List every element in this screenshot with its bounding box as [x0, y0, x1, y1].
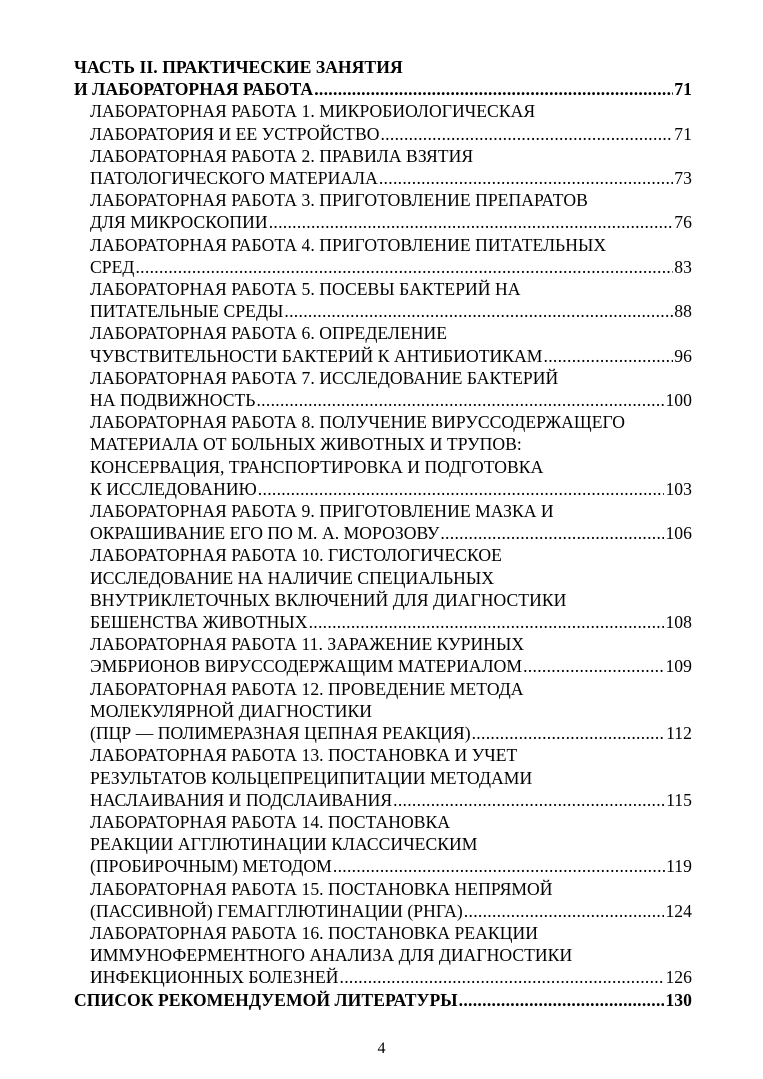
toc-entry-last-line — [90, 345, 692, 367]
toc-entry[interactable] — [74, 100, 692, 144]
toc-entry-last-line — [90, 300, 692, 322]
toc-entry-title-end: СПИСОК РЕКОМЕНДУЕМОЙ ЛИТЕРАТУРЫ — [74, 989, 458, 1010]
toc-entry-title-end: ЧУВСТВИТЕЛЬНОСТИ БАКТЕРИЙ К АНТИБИОТИКАМ — [90, 345, 543, 366]
toc-entry-title-end: ДЛЯ МИКРОСКОПИИ — [90, 212, 268, 233]
toc-entry-last-line — [90, 789, 692, 811]
toc-entry-last-line — [90, 655, 692, 677]
toc-entry-last-line — [90, 389, 692, 411]
toc-entry-title-end: (ПЦР — ПОЛИМЕРАЗНАЯ ЦЕПНАЯ РЕАКЦИЯ) — [90, 723, 471, 744]
toc-page-number: 71 — [674, 79, 692, 100]
dot-leader — [314, 78, 673, 100]
toc-entry-last-line — [90, 855, 692, 877]
toc-entry-line: ЛАБОРАТОРНАЯ РАБОТА 7. ИССЛЕДОВАНИЕ БАКТЕРИЙ — [90, 367, 559, 388]
toc-entry[interactable] — [74, 234, 692, 278]
toc-entry-title-end: ПИТАТЕЛЬНЫЕ СРЕДЫ — [90, 301, 284, 322]
toc-entry-title-end: БЕШЕНСТВА ЖИВОТНЫХ — [90, 612, 308, 633]
toc-entry-last-line — [90, 966, 692, 988]
toc-entry[interactable] — [74, 878, 692, 922]
toc-entry[interactable] — [74, 633, 692, 677]
dot-leader — [544, 345, 674, 367]
dot-leader — [472, 722, 666, 744]
toc-entry[interactable] — [74, 145, 692, 189]
toc-entry-line: ЛАБОРАТОРНАЯ РАБОТА 5. ПОСЕВЫ БАКТЕРИЙ НА — [90, 279, 521, 300]
toc-page-number: 103 — [665, 478, 692, 499]
toc-entry-line: ЛАБОРАТОРНАЯ РАБОТА 8. ПОЛУЧЕНИЕ ВИРУССОДЕРЖАЩЕГО — [90, 412, 626, 433]
toc-entry-line: КОНСЕРВАЦИЯ, ТРАНСПОРТИРОВКА И ПОДГОТОВКА — [90, 456, 544, 477]
toc-entry[interactable] — [74, 189, 692, 233]
toc-entry-last-line — [90, 522, 692, 544]
dot-leader — [135, 256, 673, 278]
toc-entry-line: ЛАБОРАТОРНАЯ РАБОТА 13. ПОСТАНОВКА И УЧЕТ — [90, 745, 518, 766]
toc-entry-last-line — [90, 123, 692, 145]
toc-entry-line: ЛАБОРАТОРНАЯ РАБОТА 10. ГИСТОЛОГИЧЕСКОЕ — [90, 545, 502, 566]
toc-entry-last-line — [90, 211, 692, 233]
toc-page-number: 100 — [665, 390, 692, 411]
dot-leader — [269, 211, 674, 233]
toc-entry-last-line — [74, 989, 692, 1011]
dot-leader — [309, 611, 665, 633]
toc-entry-line: ЛАБОРАТОРНАЯ РАБОТА 6. ОПРЕДЕЛЕНИЕ — [90, 323, 448, 344]
toc-entry-line: ИССЛЕДОВАНИЕ НА НАЛИЧИЕ СПЕЦИАЛЬНЫХ — [90, 567, 494, 588]
toc-entry-last-line — [90, 611, 692, 633]
toc-page-number: 88 — [674, 301, 692, 322]
toc-entry[interactable] — [74, 744, 692, 811]
toc-entry-line: ЧАСТЬ II. ПРАКТИЧЕСКИЕ ЗАНЯТИЯ — [74, 57, 403, 77]
toc-entry-last-line — [74, 78, 692, 100]
toc-entry-line: МОЛЕКУЛЯРНОЙ ДИАГНОСТИКИ — [90, 700, 373, 721]
toc-entry[interactable] — [74, 500, 692, 544]
toc-entry-last-line — [90, 478, 692, 500]
toc-entry-line: ЛАБОРАТОРНАЯ РАБОТА 16. ПОСТАНОВКА РЕАКЦИИ — [90, 922, 538, 943]
toc-entry-title-end: И ЛАБОРАТОРНАЯ РАБОТА — [74, 79, 314, 100]
toc-page-number: 119 — [666, 856, 692, 877]
toc-entry[interactable] — [74, 811, 692, 878]
dot-leader — [340, 966, 665, 988]
toc-page-number: 126 — [665, 967, 692, 988]
toc-entry-line: РЕЗУЛЬТАТОВ КОЛЬЦЕПРЕЦИПИТАЦИИ МЕТОДАМИ — [90, 767, 533, 788]
toc-entry[interactable] — [74, 411, 692, 500]
table-of-contents — [74, 56, 692, 1011]
toc-entry[interactable] — [74, 922, 692, 989]
toc-entry[interactable] — [74, 278, 692, 322]
dot-leader — [440, 522, 664, 544]
toc-page-number: 109 — [665, 656, 692, 677]
toc-entry-title-end: НА ПОДВИЖНОСТЬ — [90, 390, 256, 411]
toc-entry-line: ЛАБОРАТОРНАЯ РАБОТА 11. ЗАРАЖЕНИЕ КУРИНЫХ — [90, 634, 525, 655]
toc-entry-title-end: ЛАБОРАТОРИЯ И ЕЕ УСТРОЙСТВО — [90, 123, 380, 144]
toc-entry-title-end: СРЕД — [90, 256, 135, 277]
toc-page-number: 115 — [666, 789, 692, 810]
toc-entry-title-end: ПАТОЛОГИЧЕСКОГО МАТЕРИАЛА — [90, 168, 378, 189]
toc-entry[interactable] — [74, 678, 692, 745]
toc-entry-line: ЛАБОРАТОРНАЯ РАБОТА 1. МИКРОБИОЛОГИЧЕСКАЯ — [90, 101, 536, 122]
page-number: 4 — [377, 1040, 386, 1057]
toc-entry-last-line — [90, 722, 692, 744]
toc-entry[interactable] — [74, 544, 692, 633]
toc-entry-line: ЛАБОРАТОРНАЯ РАБОТА 12. ПРОВЕДЕНИЕ МЕТОДА — [90, 678, 524, 699]
toc-page-number: 124 — [665, 900, 692, 921]
toc-page-number: 71 — [674, 123, 692, 144]
dot-leader — [284, 300, 673, 322]
toc-references[interactable] — [74, 989, 692, 1011]
dot-leader — [380, 123, 673, 145]
dot-leader — [256, 389, 664, 411]
toc-entry-title-end: НАСЛАИВАНИЯ И ПОДСЛАИВАНИЯ — [90, 789, 393, 810]
toc-entry-line: ЛАБОРАТОРНАЯ РАБОТА 2. ПРАВИЛА ВЗЯТИЯ — [90, 145, 474, 166]
toc-page-number: 83 — [674, 256, 692, 277]
toc-entry-last-line — [90, 256, 692, 278]
toc-page-number: 108 — [665, 612, 692, 633]
toc-page-number: 112 — [666, 723, 692, 744]
toc-page-number: 106 — [665, 523, 692, 544]
toc-entry-line: ВНУТРИКЛЕТОЧНЫХ ВКЛЮЧЕНИЙ ДЛЯ ДИАГНОСТИКИ — [90, 589, 567, 610]
toc-entry-title-end: ЭМБРИОНОВ ВИРУССОДЕРЖАЩИМ МАТЕРИАЛОМ — [90, 656, 523, 677]
toc-entry[interactable] — [74, 322, 692, 366]
toc-entry-title-end: (ПРОБИРОЧНЫМ) МЕТОДОМ — [90, 856, 332, 877]
dot-leader — [379, 167, 673, 189]
toc-part-heading[interactable] — [74, 56, 692, 100]
toc-page-number: 76 — [674, 212, 692, 233]
toc-entry-line: МАТЕРИАЛА ОТ БОЛЬНЫХ ЖИВОТНЫХ И ТРУПОВ: — [90, 434, 522, 455]
toc-entry-line: ИММУНОФЕРМЕНТНОГО АНАЛИЗА ДЛЯ ДИАГНОСТИКИ — [90, 945, 573, 966]
toc-entry-title-end: ОКРАШИВАНИЕ ЕГО ПО М. А. МОРОЗОВУ — [90, 523, 440, 544]
toc-entry-line: РЕАКЦИИ АГГЛЮТИНАЦИИ КЛАССИЧЕСКИМ — [90, 834, 478, 855]
toc-entry-title-end: (ПАССИВНОЙ) ГЕМАГГЛЮТИНАЦИИ (РНГА) — [90, 900, 463, 921]
toc-page-number: 73 — [674, 168, 692, 189]
toc-page-number: 96 — [674, 345, 692, 366]
dot-leader — [258, 478, 665, 500]
toc-entry-last-line — [90, 900, 692, 922]
dot-leader — [393, 789, 665, 811]
toc-entries — [74, 100, 692, 988]
toc-entry-line: ЛАБОРАТОРНАЯ РАБОТА 3. ПРИГОТОВЛЕНИЕ ПРЕПАРАТОВ — [90, 190, 588, 211]
dot-leader — [523, 655, 664, 677]
toc-entry-title-end: ИНФЕКЦИОННЫХ БОЛЕЗНЕЙ — [90, 967, 339, 988]
toc-entry-line: ЛАБОРАТОРНАЯ РАБОТА 9. ПРИГОТОВЛЕНИЕ МАЗКА И — [90, 501, 554, 522]
toc-entry[interactable] — [74, 367, 692, 411]
toc-entry-title-end: К ИССЛЕДОВАНИЮ — [90, 478, 257, 499]
toc-entry-line: ЛАБОРАТОРНАЯ РАБОТА 15. ПОСТАНОВКА НЕПРЯМОЙ — [90, 878, 553, 899]
toc-page-number: 130 — [665, 989, 692, 1010]
dot-leader — [464, 900, 665, 922]
dot-leader — [459, 989, 665, 1011]
toc-entry-line: ЛАБОРАТОРНАЯ РАБОТА 14. ПОСТАНОВКА — [90, 811, 451, 832]
dot-leader — [333, 855, 665, 877]
toc-entry-last-line — [90, 167, 692, 189]
toc-entry-line: ЛАБОРАТОРНАЯ РАБОТА 4. ПРИГОТОВЛЕНИЕ ПИТАТЕЛЬНЫХ — [90, 234, 607, 255]
